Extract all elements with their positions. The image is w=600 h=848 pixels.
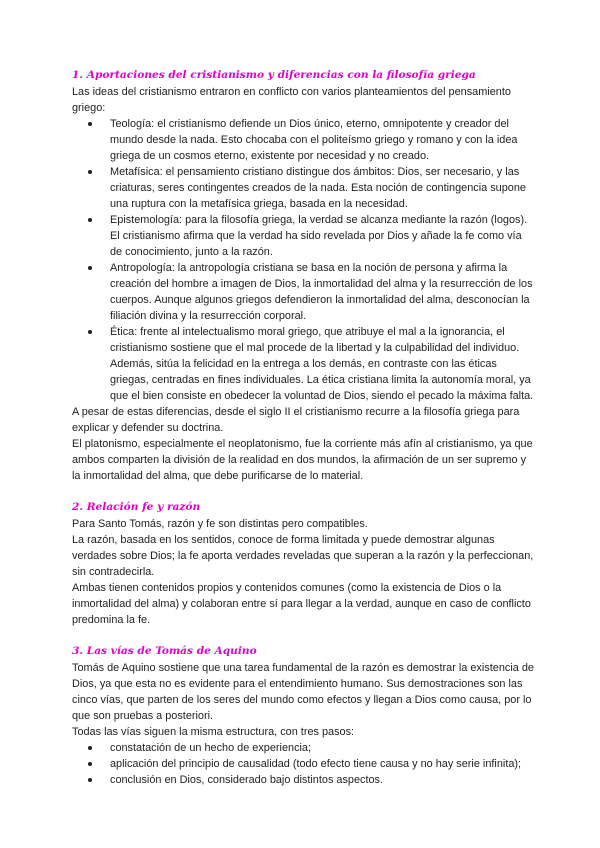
list-item: Antropología: la antropología cristiana se basa en la noción de persona y afirma la creación del hombre a imagen de Dios, la inmortalidad del alma y la resurrección de los cuerpos. Aunque algunos griegos defendieron la inmortalidad del alma, desconocían la filiación divina y la resurrección corporal.: [110, 260, 536, 324]
list-item: constatación de un hecho de experiencia;: [110, 740, 536, 756]
section-heading: 1. Aportaciones del cristianismo y diferencias con la filosofía griega: [72, 69, 476, 81]
bullet-list: [72, 740, 536, 788]
paragraph: La razón, basada en los sentidos, conoce de forma limitada y puede demostrar algunas verdades sobre Dios; la fe aporta verdades reveladas que superan a la razón y la perfeccionan, sin contradecirla.: [72, 534, 534, 578]
paragraph: Para Santo Tomás, razón y fe son distintas pero compatibles.: [72, 518, 368, 530]
paragraph: Tomás de Aquino sostiene que una tarea fundamental de la razón es demostrar la existencia de Dios, ya que esta no es evidente para el entendimiento humano. Sus demostraciones son las cinco vías, que parten de los seres del mundo como efectos y llegan a Dios como causa, por lo que son pruebas a posteriori.: [72, 662, 534, 722]
section-vias: [72, 643, 536, 788]
list-item: Ética: frente al intelectualismo moral griego, que atribuye el mal a la ignorancia, el cristianismo sostiene que el mal procede de la libertad y la culpabilidad del individuo. Además, sitúa la felicidad en la entrega a los demás, en contraste con las éticas griegas, centradas en fines individuales. La ética cristiana limita la autonomía moral, ya que el bien consiste en obedecer la voluntad de Dios, siendo el pecado la máxima falta.: [110, 324, 536, 404]
paragraph: Las ideas del cristianismo entraron en conflicto con varios planteamientos del pensamiento griego:: [72, 86, 511, 114]
paragraph: Todas las vías siguen la misma estructura, con tres pasos:: [72, 726, 355, 738]
section-heading: 2. Relación fe y razón: [72, 501, 201, 513]
section-spacer: [72, 484, 536, 499]
list-item: Teología: el cristianismo defiende un Dios único, eterno, omnipotente y creador del mundo desde la nada. Esto chocaba con el politeísmo griego y romano y con la idea griega de un cosmos eterno, existente por necesidad y no creado.: [110, 116, 536, 164]
section-fe-razon: [72, 499, 536, 628]
list-item: conclusión en Dios, considerado bajo distintos aspectos.: [110, 772, 536, 788]
section-spacer: [72, 628, 536, 643]
list-item: Metafísica: el pensamiento cristiano distingue dos ámbitos: Dios, ser necesario, y las criaturas, seres contingentes creados de la nada. Esta noción de contingencia supone una ruptura con la metafísica griega, basada en la necesidad.: [110, 164, 536, 212]
section-heading: 3. Las vías de Tomás de Aquino: [72, 645, 257, 657]
paragraph: Ambas tienen contenidos propios y contenidos comunes (como la existencia de Dios o la inmortalidad del alma) y colaboran entre sí para llegar a la verdad, aunque en caso de conflicto predomina la fe.: [72, 582, 531, 626]
bullet-list: [72, 116, 536, 404]
list-item: aplicación del principio de causalidad (todo efecto tiene causa y no hay serie infinita);: [110, 756, 536, 772]
paragraph: A pesar de estas diferencias, desde el siglo II el cristianismo recurre a la filosofía griega para explicar y defender su doctrina.: [72, 406, 520, 434]
section-aportaciones: [72, 67, 536, 484]
list-item: Epistemología: para la filosofía griega, la verdad se alcanza mediante la razón (logos). El cristianismo afirma que la verdad ha sido revelada por Dios y añade la fe como vía de conocimiento, junto a la razón.: [110, 212, 536, 260]
paragraph: El platonismo, especialmente el neoplatonismo, fue la corriente más afín al cristianismo, ya que ambos comparten la división de la realidad en dos mundos, la afirmación de un ser supremo y la inmortalidad del alma, que debe purificarse de lo material.: [72, 438, 533, 482]
